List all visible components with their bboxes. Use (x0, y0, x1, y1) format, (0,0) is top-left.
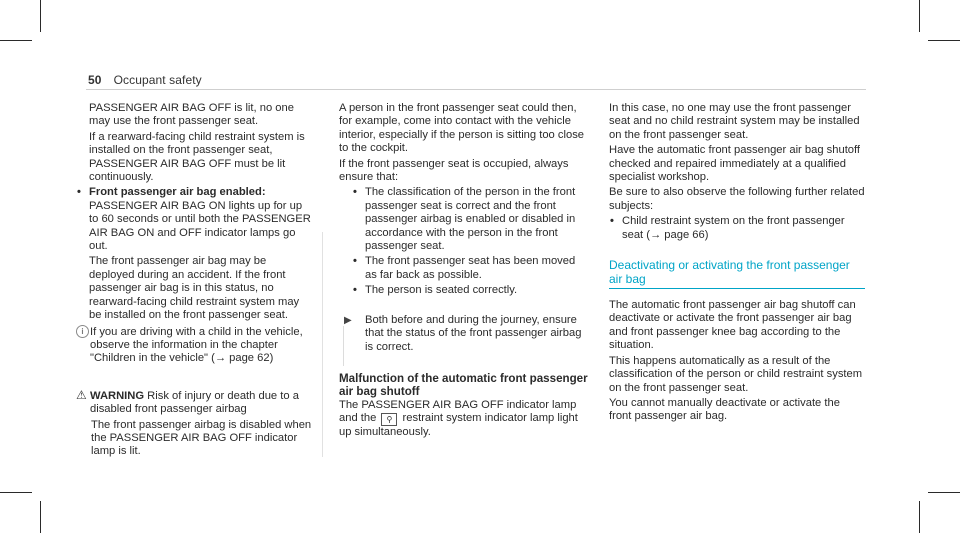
list-item: • The person is seated correctly. (339, 284, 589, 297)
bullet-label: Front passenger air bag enabled: (89, 186, 266, 199)
paragraph: Be sure to also observe the following further related subjects: (609, 186, 865, 212)
step-text: Both before and during the journey, ensure that the status of the front passenger airbag is correct. (365, 313, 582, 353)
page-header (88, 73, 202, 87)
info-note (76, 326, 314, 366)
crop-mark (40, 501, 41, 533)
crop-mark (0, 40, 32, 41)
paragraph: PASSENGER AIR BAG OFF is lit, no one may use the front passenger seat. (89, 102, 294, 128)
paragraph (339, 399, 589, 440)
section-title: Occupant safety (113, 73, 202, 87)
note-text: If you are driving with a child in the vehicle, observe the information in the chapter "Children in the vehicle" (→ page 62) (90, 325, 303, 365)
list-item: • The front passenger seat has been moved as far back as possible. (339, 255, 589, 282)
info-icon: i (76, 325, 89, 338)
paragraph: If a rearward-facing child restraint system is installed on the front passenger seat, PASSENGER AIR BAG OFF must be lit continuously. (89, 130, 305, 184)
page-number: 50 (88, 73, 102, 87)
seat-restraint-icon: ⚲ (381, 413, 397, 426)
paragraph: This happens automatically as a result of the classification of the person or child restraint system on the front passenger seat. (609, 354, 863, 394)
paragraph: The front passenger air bag may be deployed during an accident. If the front passenger air bag is in this status, no rearward-facing child restraint system may be installed on the front passenger seat. (89, 255, 300, 322)
crop-mark (0, 492, 32, 493)
warning-icon: ⚠ (76, 387, 87, 402)
header-rule (86, 89, 866, 90)
step-rule (343, 326, 344, 366)
paragraph: In this case, no one may use the front passenger seat and no child restraint system may be installed on the front passenger seat. (609, 102, 860, 141)
crop-mark (928, 40, 960, 41)
paragraph: Have the automatic front passenger air bag shutoff checked and repaired immediately at a qualified specialist workshop. (609, 144, 861, 184)
paragraph: The automatic front passenger air bag shutoff can deactivate or activate the front passenger air bag and front passenger knee bag according to the situation. (609, 299, 856, 352)
bullet-text: PASSENGER AIR BAG ON lights up for up to 60 seconds or until both the PASSENGER AIR BAG ON and OFF indicator lamps go out. (89, 199, 311, 253)
column-2 (339, 102, 589, 442)
paragraph: You cannot manually deactivate or activate the front passenger air bag. (609, 396, 840, 423)
paragraph: A person in the front passenger seat could then, for example, come into contact with the vehicle interior, especially if the person is sitting too close to the cockpit. (339, 102, 585, 155)
warning-line: Risk of injury or death due to a disabled front passenger airbag (90, 389, 299, 416)
warning-title: WARNING (90, 389, 145, 402)
paragraph-text: The PASSENGER AIR BAG OFF indicator lamp and the (339, 398, 577, 425)
list-item: • Child restraint system on the front passenger seat (→ page 66) (609, 215, 865, 242)
list-item (76, 186, 314, 253)
paragraph-text: restraint system indicator lamp light up simultaneously. (339, 412, 578, 439)
crop-mark (928, 492, 960, 493)
warning-box (76, 387, 314, 459)
warning-header (76, 387, 314, 417)
step-arrow-icon: ▶ (344, 314, 352, 326)
crop-mark (919, 501, 920, 533)
paragraph: If the front passenger seat is occupied, always ensure that: (339, 157, 569, 184)
subheading: Malfunction of the automatic front passenger air bag shutoff (339, 371, 588, 399)
section-heading: Deactivating or activating the front passenger air bag (609, 258, 865, 289)
warning-body: The front passenger airbag is disabled when the PASSENGER AIR BAG OFF indicator lamp is lit. (91, 418, 312, 458)
action-step (339, 314, 589, 354)
crop-mark (40, 0, 41, 32)
list-item: • The classification of the person in the front passenger seat is correct and the front passenger airbag is enabled or disabled in accordance with the person in the front passenger seat. (339, 186, 589, 253)
crop-mark (919, 0, 920, 32)
column-3 (609, 102, 865, 426)
column-1 (76, 102, 314, 459)
column-divider (322, 232, 323, 457)
